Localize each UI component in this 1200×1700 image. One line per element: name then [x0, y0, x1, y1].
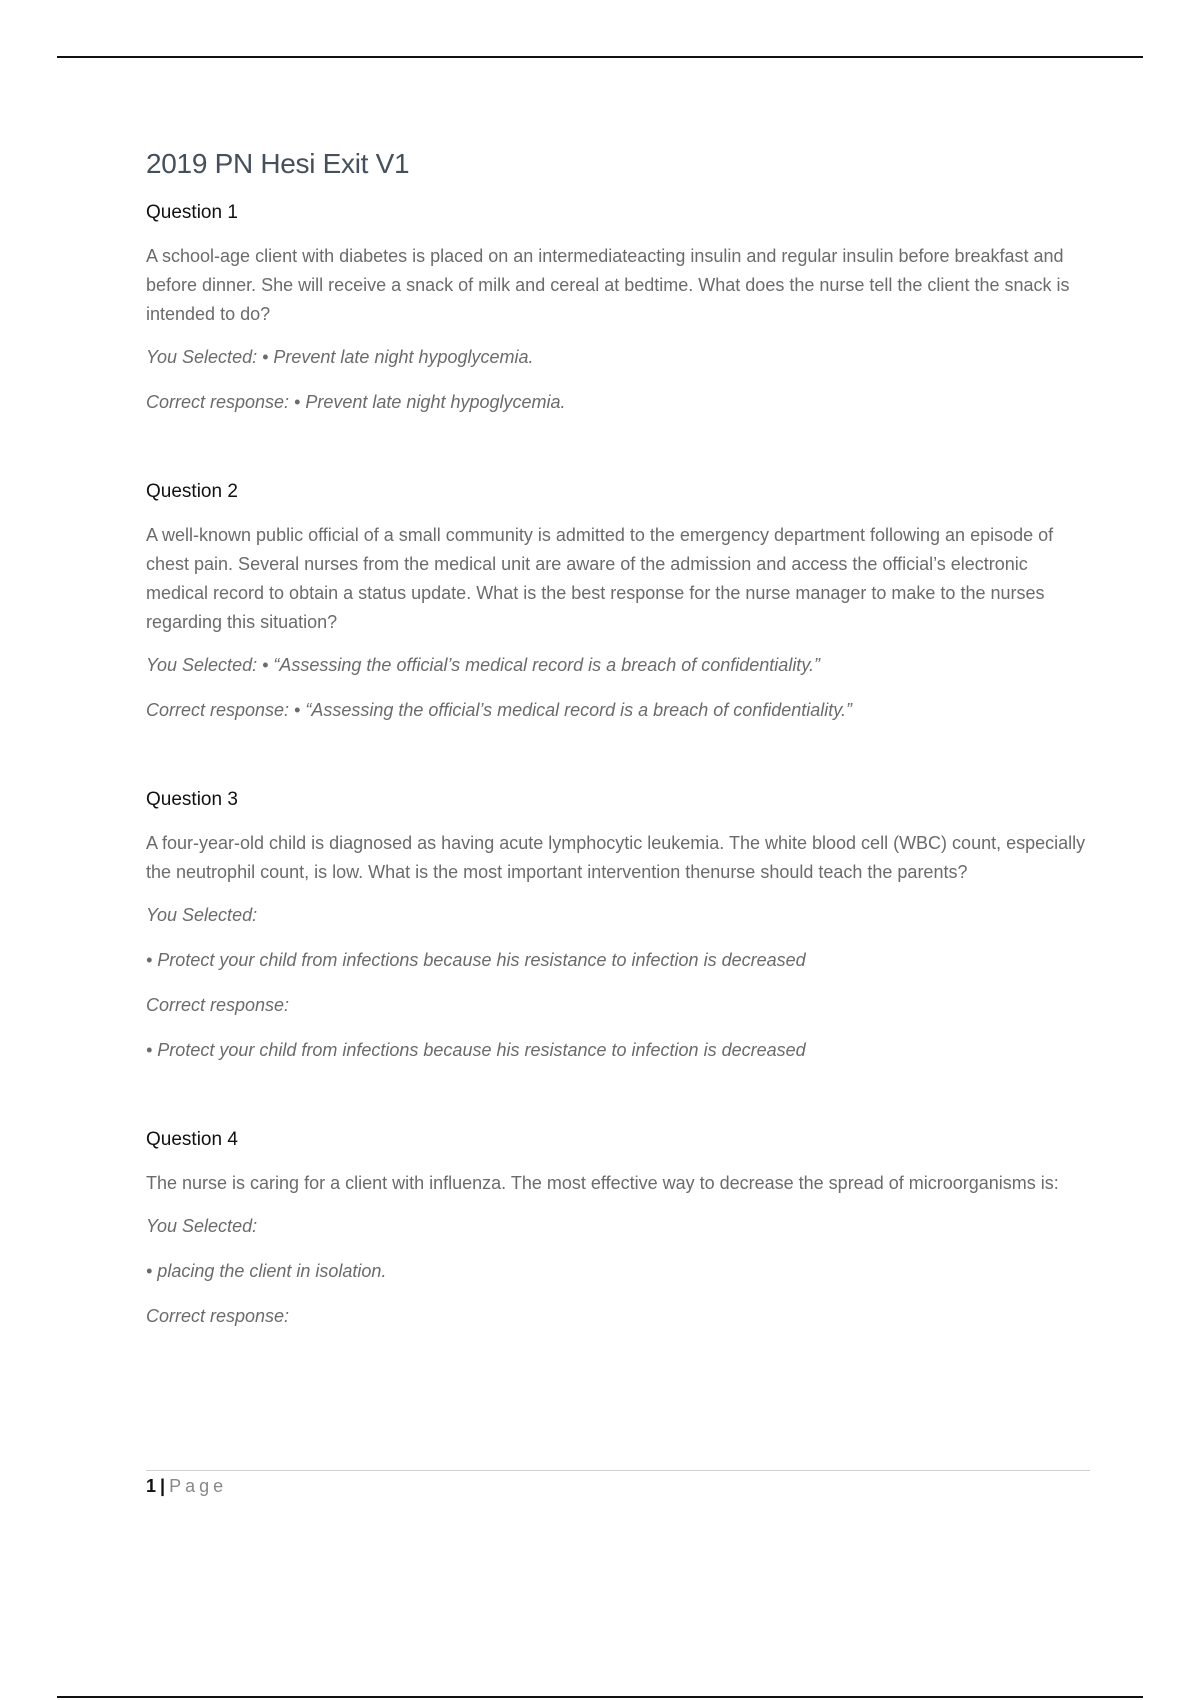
selected-response: You Selected: • “Assessing the official’s medical record is a breach of confidentiality.” — [146, 655, 820, 675]
question-block — [146, 1129, 1086, 1330]
footer-separator: | — [160, 1476, 166, 1496]
correct-response: Correct response: • Prevent late night hypoglycemia. — [146, 392, 566, 412]
page-label: Page — [169, 1476, 228, 1496]
correct-response: • Protect your child from infections because his resistance to infection is decreased — [146, 1040, 806, 1060]
correct-response: Correct response: • “Assessing the official’s medical record is a breach of confidentiality.” — [146, 700, 852, 720]
selected-response: • Protect your child from infections because his resistance to infection is decreased — [146, 950, 806, 970]
document-title: 2019 PN Hesi Exit V1 — [146, 148, 410, 179]
page-number: 1 — [146, 1476, 157, 1496]
footer-rule — [146, 1470, 1090, 1471]
question-heading: Question 2 — [146, 481, 238, 502]
question-block — [146, 202, 1086, 416]
selected-response: You Selected: • Prevent late night hypoglycemia. — [146, 347, 534, 367]
correct-label: Correct response: — [146, 1306, 290, 1326]
correct-label: Correct response: — [146, 995, 290, 1015]
question-heading: Question 4 — [146, 1129, 238, 1150]
question-block — [146, 481, 1086, 724]
top-rule — [57, 56, 1143, 58]
selected-response: • placing the client in isolation. — [146, 1261, 387, 1281]
question-heading: Question 1 — [146, 202, 238, 223]
question-heading: Question 3 — [146, 789, 238, 810]
page-content — [146, 148, 1086, 1347]
page-footer — [146, 1476, 227, 1497]
selected-label: You Selected: — [146, 905, 258, 925]
selected-label: You Selected: — [146, 1216, 258, 1236]
question-block — [146, 789, 1086, 1064]
bottom-rule — [57, 1696, 1143, 1698]
question-text: A four-year-old child is diagnosed as having acute lymphocytic leukemia. The white blood cell (WBC) count, especially the neutrophil count, is low. What is the most important intervention thenurse should teach the parents? — [146, 833, 1086, 882]
question-text: A school-age client with diabetes is placed on an intermediateacting insulin and regular insulin before breakfast and before dinner. She will receive a snack of milk and cereal at bedtime. What does the nurse tell the client the snack is intended to do? — [146, 246, 1070, 324]
question-text: A well-known public official of a small community is admitted to the emergency department following an episode of chest pain. Several nurses from the medical unit are aware of the admission and access the official’s electronic medical record to obtain a status update. What is the best response for the nurse manager to make to the nurses regarding this situation? — [146, 525, 1054, 632]
question-text: The nurse is caring for a client with influenza. The most effective way to decrease the spread of microorganisms is: — [146, 1173, 1059, 1193]
